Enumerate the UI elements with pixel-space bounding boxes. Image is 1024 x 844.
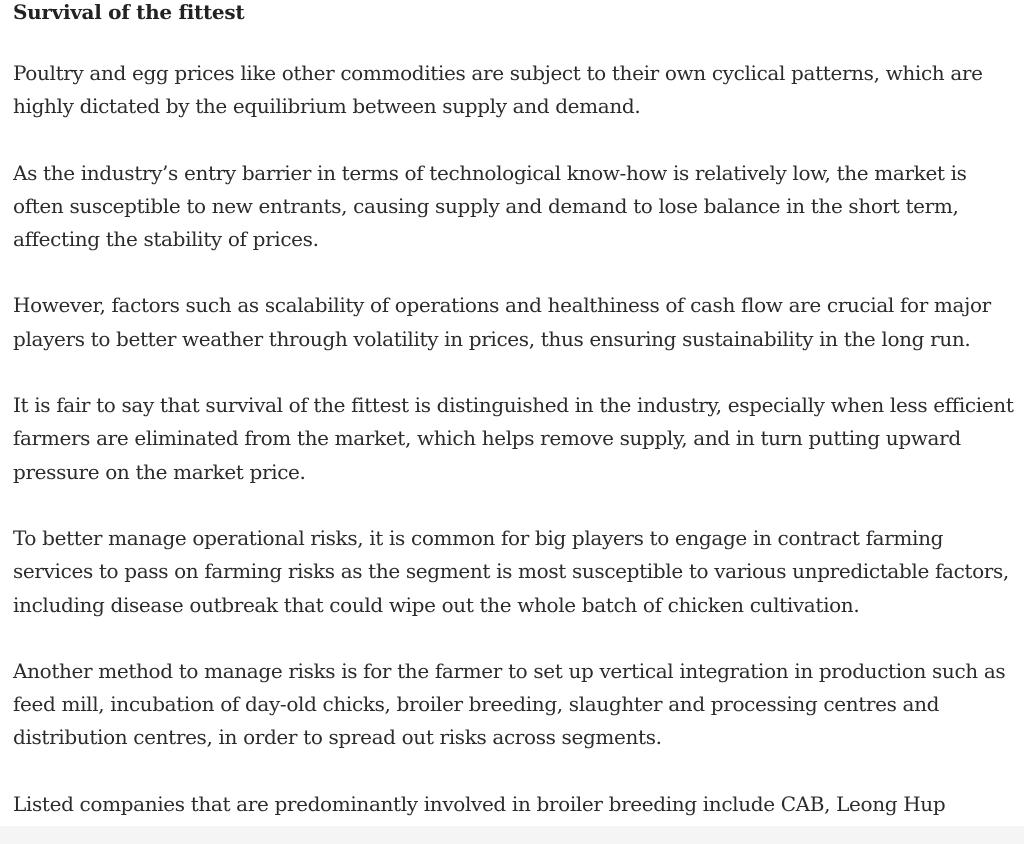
article-paragraph: As the industry’s entry barrier in terms of technological know-how is relatively low, the market is often susceptible to new entrants, causing supply and demand to lose balance in the short term, affecting the stability of prices. [13,160,967,252]
page-bottom-band [0,826,1024,844]
article-paragraph: Another method to manage risks is for the farmer to set up vertical integration in production such as feed mill, incubation of day-old chicks, broiler breeding, slaughter and processing centres and distribution centres, in order to spread out risks across segments. [13,658,1006,750]
article-paragraph: To better manage operational risks, it is common for big players to engage in contract farming services to pass on farming risks as the segment is most susceptible to various unpredictable factors, including disease outbreak that could wipe out the whole batch of chicken cultivation. [13,525,1009,617]
article-paragraph: However, factors such as scalability of operations and healthiness of cash flow are crucial for major players to better weather through volatility in prices, thus ensuring sustainability in the long run. [13,293,991,351]
article-paragraph: Poultry and egg prices like other commodities are subject to their own cyclical patterns, which are highly dictated by the equilibrium between supply and demand. [13,61,983,119]
article-paragraph: Listed companies that are predominantly involved in broiler breeding include CAB, Leong Hup [13,791,946,816]
section-title: Survival of the fittest [13,0,245,24]
article-paragraph: It is fair to say that survival of the fittest is distinguished in the industry, especially when less efficient farmers are eliminated from the market, which helps remove supply, and in turn putting upward pressure on the market price. [13,393,1014,484]
